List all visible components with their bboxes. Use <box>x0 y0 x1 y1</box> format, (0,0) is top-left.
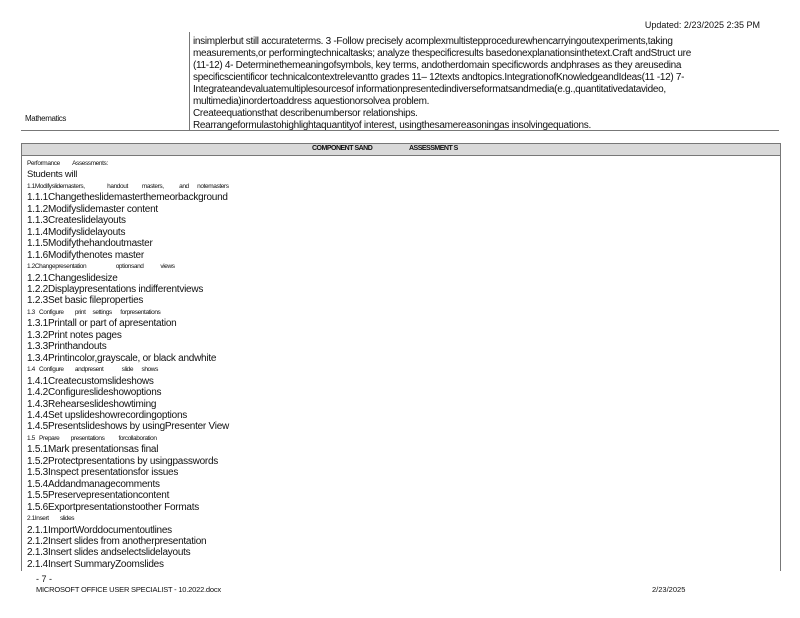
updated-timestamp: Updated: 2/23/2025 2:35 PM <box>644 20 760 30</box>
standards-line: (11-12) 4- Determinethemeaningofsymbols, key terms, andotherdomain specificwords andphrases as they areusedina <box>193 60 682 71</box>
list-item: 1.5.2Protectpresentations by usingpasswords <box>27 455 219 467</box>
list-item: 1.3.1Printall or part of apresentation <box>27 318 177 330</box>
standards-line: measurements,or performingtechnicaltasks; analyze thespecificresults basedonexplanationsinthetext.Craft andStruct ure <box>193 48 691 59</box>
section-heading: 1.2Changepresentation optionsand views <box>27 263 175 271</box>
list-item: 1.1.2Modifyslidemaster content <box>27 203 158 215</box>
header-components: COMPONENT SAND <box>312 145 373 152</box>
list-item: 1.4.2Configureslideshowoptions <box>27 387 162 399</box>
list-item: 1.5.1Mark presentationsas final <box>27 444 159 456</box>
section-heading: 2.1Insert slides <box>27 515 75 523</box>
section-heading: 1.5 Prepare presentations forcollaboration <box>27 434 157 442</box>
section-heading: 1.3 Configure print settings forpresentations <box>27 308 161 316</box>
list-item: 1.3.4Printincolor,grayscale, or black andwhite <box>27 352 217 364</box>
column-divider <box>189 32 190 131</box>
page-number: - 7 - <box>36 574 53 584</box>
competencies-header <box>22 143 780 156</box>
standards-line: Createequationsthat describenumbersor relationships. <box>193 108 418 119</box>
list-item: 1.5.3Inspect presentationsfor issues <box>27 467 179 479</box>
competency-list <box>22 156 780 570</box>
list-item: 1.3.2Print notes pages <box>27 329 122 341</box>
list-item: 1.1.1Changetheslidemasterthemeorbackground <box>27 192 228 204</box>
list-item: 1.2.1Changeslidesize <box>27 272 118 284</box>
competencies-table <box>21 143 781 571</box>
list-item: 2.1.3Insert slides andselectslidelayouts <box>27 547 191 559</box>
list-item: 1.2.3Set basic fileproperties <box>27 295 144 307</box>
standards-line: insimplerbut still accurateterms. 3 -Follow precisely acomplexmultistepprocedurewhencarryingoutexperiments,taking <box>193 36 673 47</box>
document-name: MICROSOFT OFFICE USER SPECIALIST - 10.2022.docx <box>36 585 221 594</box>
list-item: 1.1.5Modifythehandoutmaster <box>27 238 153 250</box>
section-heading: 1.4 Configure andpresent slide shows <box>27 366 158 374</box>
list-item: 2.1.4Insert SummaryZoomslides <box>27 558 164 570</box>
list-item: 1.5.4Addandmanagecomments <box>27 478 160 490</box>
list-item: 1.4.4Set upslideshowrecordingoptions <box>27 409 187 421</box>
standards-line: Rearrangeformulastohighlightaquantityof interest, usingthesamereasoningas insolvingequations. <box>193 120 591 131</box>
list-item: 2.1.2Insert slides from anotherpresentation <box>27 535 207 547</box>
list-item: 2.1.1ImportWorddocumentoutlines <box>27 524 172 536</box>
list-item: Students will <box>27 169 78 181</box>
standards-text <box>193 36 763 132</box>
list-item: 1.5.5Preservepresentationcontent <box>27 490 170 502</box>
list-item: 1.3.3Printhandouts <box>27 341 107 353</box>
list-item: 1.1.3Createslidelayouts <box>27 215 126 227</box>
section-heading: 1.1Modifyslidemasters, handout masters, and notemasters <box>27 182 229 190</box>
list-item: 1.5.6Exportpresentationstoother Formats <box>27 501 200 513</box>
section-heading: Performance Assessments: <box>27 160 108 167</box>
list-item: 1.1.4Modifyslidelayouts <box>27 226 126 238</box>
list-item: 1.1.6Modifythenotes master <box>27 249 144 261</box>
standards-line: Integrateandevaluatemultiplesourcesof informationpresentedindiverseformatsandmedia(e.g.,quantitativedatavideo, <box>193 84 666 95</box>
footer-date: 2/23/2025 <box>652 585 686 594</box>
standards-table <box>21 32 779 131</box>
standards-line: specificscientificor technicalcontextrelevantto grades 11– 12texts andtopics.IntegrationofKnowledgeandIdeas(11 -12) 7- <box>193 72 685 83</box>
list-item: 1.4.3Rehearseslideshowtiming <box>27 398 157 410</box>
list-item: 1.4.5Presentslideshows by usingPresenter View <box>27 421 230 433</box>
list-item: 1.4.1Createcustomslideshows <box>27 375 154 387</box>
subject-label: Mathematics <box>25 114 66 123</box>
list-item: 1.2.2Displaypresentations indifferentviews <box>27 283 204 295</box>
standards-line: multimedia)inordertoaddress aquestionorsolvea problem. <box>193 96 430 107</box>
header-assessments: ASSESSMENT S <box>409 145 458 152</box>
